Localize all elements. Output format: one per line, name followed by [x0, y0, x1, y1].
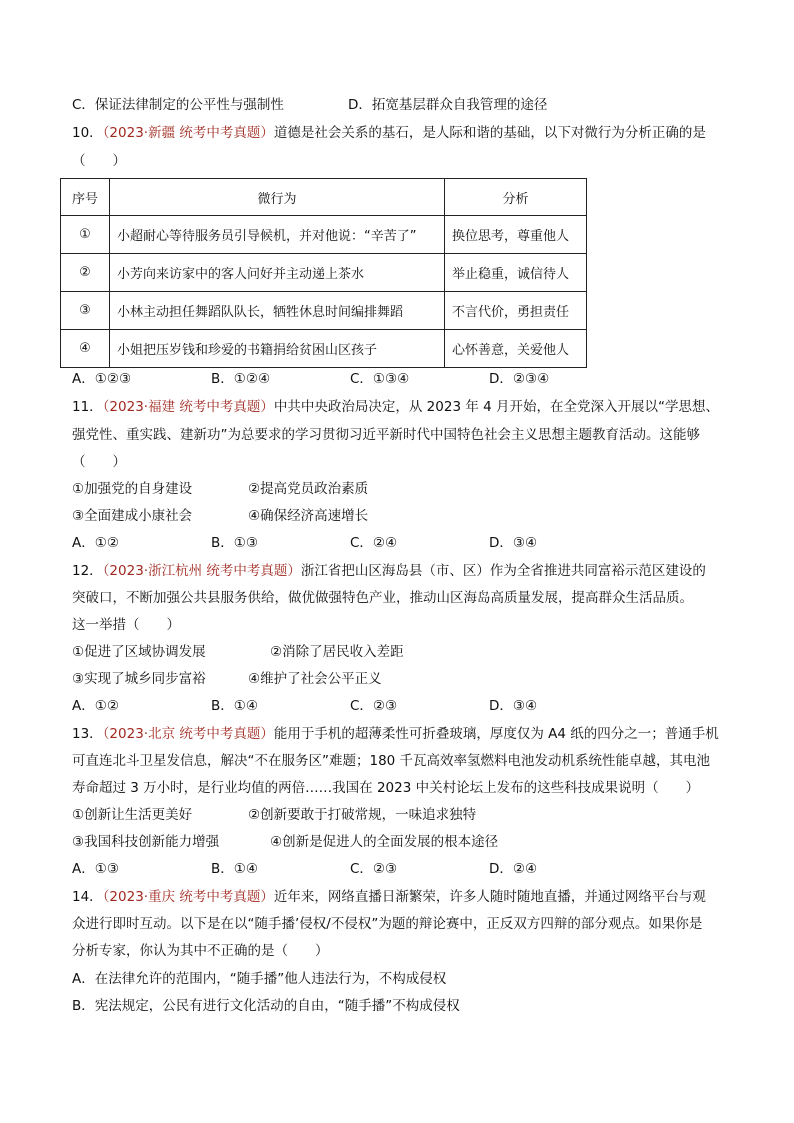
q13-option-b: B．①④: [211, 861, 258, 877]
q13-number: 13．: [72, 726, 103, 742]
q13-item-2: ②创新要敢于打破常规，一味追求独特: [248, 807, 477, 823]
q11-options: [72, 534, 537, 552]
q12-option-a: A．①②: [72, 698, 119, 714]
q14-option-b: B．宪法规定，公民有进行文化活动的自由，“随手播”不构成侵权: [72, 998, 460, 1014]
q11-stem-line2: 强党性、重实践、建新功”为总要求的学习贯彻习近平新时代中国特色社会主义思想主题教育活动。这能够: [72, 427, 700, 443]
table-cell: 举止稳重，诚信待人: [445, 254, 587, 292]
q10-stem-line2: （ ）: [72, 153, 126, 169]
table-cell: 不言代价，勇担责任: [445, 292, 587, 330]
q11-items-row1: [72, 480, 368, 498]
q13-options: [72, 860, 537, 878]
q13-items-row1: [72, 806, 476, 824]
q10-option-d: D．②③④: [489, 371, 550, 387]
q12-source: （2023·浙江杭州 统考中考真题）: [102, 563, 301, 579]
q14-number: 14．: [72, 889, 103, 905]
table-header-cell: 分析: [445, 179, 587, 216]
q13-item-3: ③我国科技创新能力增强: [72, 834, 220, 850]
q12-item-2: ②消除了居民收入差距: [270, 644, 404, 660]
q12-item-1: ①促进了区域协调发展: [72, 644, 206, 660]
q13-source: （2023·北京 统考中考真题）: [102, 726, 274, 742]
q13-item-1: ①创新让生活更美好: [72, 807, 193, 823]
q11-stem: [72, 398, 719, 416]
table-cell: ②: [61, 254, 110, 292]
q12-items-row2: [72, 670, 382, 688]
q11-stem-line3: （ ）: [72, 454, 126, 470]
q11-option-c: C．②④: [350, 535, 398, 551]
q12-item-4: ④维护了社会公平正义: [248, 671, 382, 687]
q12-number: 12．: [72, 563, 103, 579]
q10-stem-line1: 道德是社会关系的基石，是人际和谐的基础，以下对微行为分析正确的是: [273, 125, 706, 141]
q13-stem: [72, 725, 719, 743]
q10-stem: [72, 124, 706, 142]
q13-stem-line2: 可直连北斗卫星发信息，解决“不在服务区”难题；180 千瓦高效率氢燃料电池发动机系统性能卓越，其电池: [72, 753, 711, 769]
q13-items-row2: [72, 833, 498, 851]
q12-option-c: C．②③: [350, 698, 398, 714]
q13-item-4: ④创新是促进人的全面发展的根本途径: [270, 834, 499, 850]
table-row: [61, 254, 587, 292]
q11-stem-line1: 中共中央政治局决定，从 2023 年 4 月开始，在全党深入开展以“学思想、: [273, 399, 719, 415]
table-cell: ③: [61, 292, 110, 330]
table-cell: ①: [61, 216, 110, 254]
q10-table: [60, 178, 587, 368]
q14-source: （2023·重庆 统考中考真题）: [102, 889, 274, 905]
q13-option-c: C．②③: [350, 861, 398, 877]
table-header-row: [61, 179, 587, 216]
q10-option-c: C．①③④: [350, 371, 410, 387]
q13-stem-line1: 能用于手机的超薄柔性可折叠玻璃，厚度仅为 A4 纸的四分之一；普通手机: [273, 726, 719, 742]
q11-item-2: ②提高党员政治素质: [248, 481, 369, 497]
q12-stem-line1: 浙江省把山区海岛县（市、区）作为全省推进共同富裕示范区建设的: [300, 563, 706, 579]
q9-option-c: C．保证法律制定的公平性与强制性: [72, 97, 284, 113]
q10-number: 10．: [72, 125, 103, 141]
q11-source: （2023·福建 统考中考真题）: [102, 399, 274, 415]
table-header-cell: 序号: [61, 179, 110, 216]
q10-options: [72, 370, 549, 388]
q11-item-1: ①加强党的自身建设: [72, 481, 193, 497]
q14-stem-line3: 分析专家，你认为其中不正确的是（ ）: [72, 943, 329, 959]
q13-option-a: A．①③: [72, 861, 119, 877]
q12-stem-line3: 这一举措（ ）: [72, 617, 180, 633]
q11-items-row2: [72, 507, 368, 525]
table-cell: ④: [61, 330, 110, 368]
q12-stem: [72, 562, 706, 580]
q14-stem: [72, 888, 706, 906]
q11-option-d: D．③④: [489, 535, 538, 551]
q9-option-d: D．拓宽基层群众自我管理的途径: [348, 97, 548, 113]
q11-option-a: A．①②: [72, 535, 119, 551]
table-row: [61, 292, 587, 330]
q12-option-d: D．③④: [489, 698, 538, 714]
q12-item-3: ③实现了城乡同步富裕: [72, 671, 206, 687]
q14-stem-line1: 近年来，网络直播日渐繁荣，许多人随时随地直播，并通过网络平台与观: [273, 889, 706, 905]
q12-items-row1: [72, 643, 404, 661]
table-cell: 心怀善意，关爱他人: [445, 330, 587, 368]
table-row: [61, 330, 587, 368]
q10-option-b: B．①②④: [211, 371, 271, 387]
q14-option-a: A．在法律允许的范围内，“随手播”他人违法行为，不构成侵权: [72, 971, 447, 987]
table-cell: 小芳向来访家中的客人问好并主动递上茶水: [110, 254, 445, 292]
q11-item-4: ④确保经济高速增长: [248, 508, 369, 524]
q10-source: （2023·新疆 统考中考真题）: [102, 125, 274, 141]
q11-item-3: ③全面建成小康社会: [72, 508, 193, 524]
q14-stem-line2: 众进行即时互动。以下是在以“随手播’侵权/不侵权”为题的辩论赛中，正反双方四辩的部分观点。如果你是: [72, 916, 703, 932]
q12-options: [72, 697, 537, 715]
table-row: [61, 216, 587, 254]
table-cell: 小林主动担任舞蹈队队长，牺牲休息时间编排舞蹈: [110, 292, 445, 330]
q13-stem-line3: 寿命超过 3 万小时，是行业均值的两倍……我国在 2023 中关村论坛上发布的这些科技成果说明（ ）: [72, 780, 700, 796]
q13-option-d: D．②④: [489, 861, 538, 877]
q11-option-b: B．①③: [211, 535, 258, 551]
table-cell: 小姐把压岁钱和珍爱的书籍捐给贫困山区孩子: [110, 330, 445, 368]
q11-number: 11．: [72, 399, 103, 415]
table-cell: 小超耐心等待服务员引导候机，并对他说：“辛苦了”: [110, 216, 445, 254]
q12-stem-line2: 突破口，不断加强公共县服务供给，做优做强特色产业，推动山区海岛高质量发展，提高群众生活品质。: [72, 590, 693, 606]
table-header-cell: 微行为: [110, 179, 445, 216]
q10-option-a: A．①②③: [72, 371, 132, 387]
q12-option-b: B．①④: [211, 698, 258, 714]
table-cell: 换位思考，尊重他人: [445, 216, 587, 254]
